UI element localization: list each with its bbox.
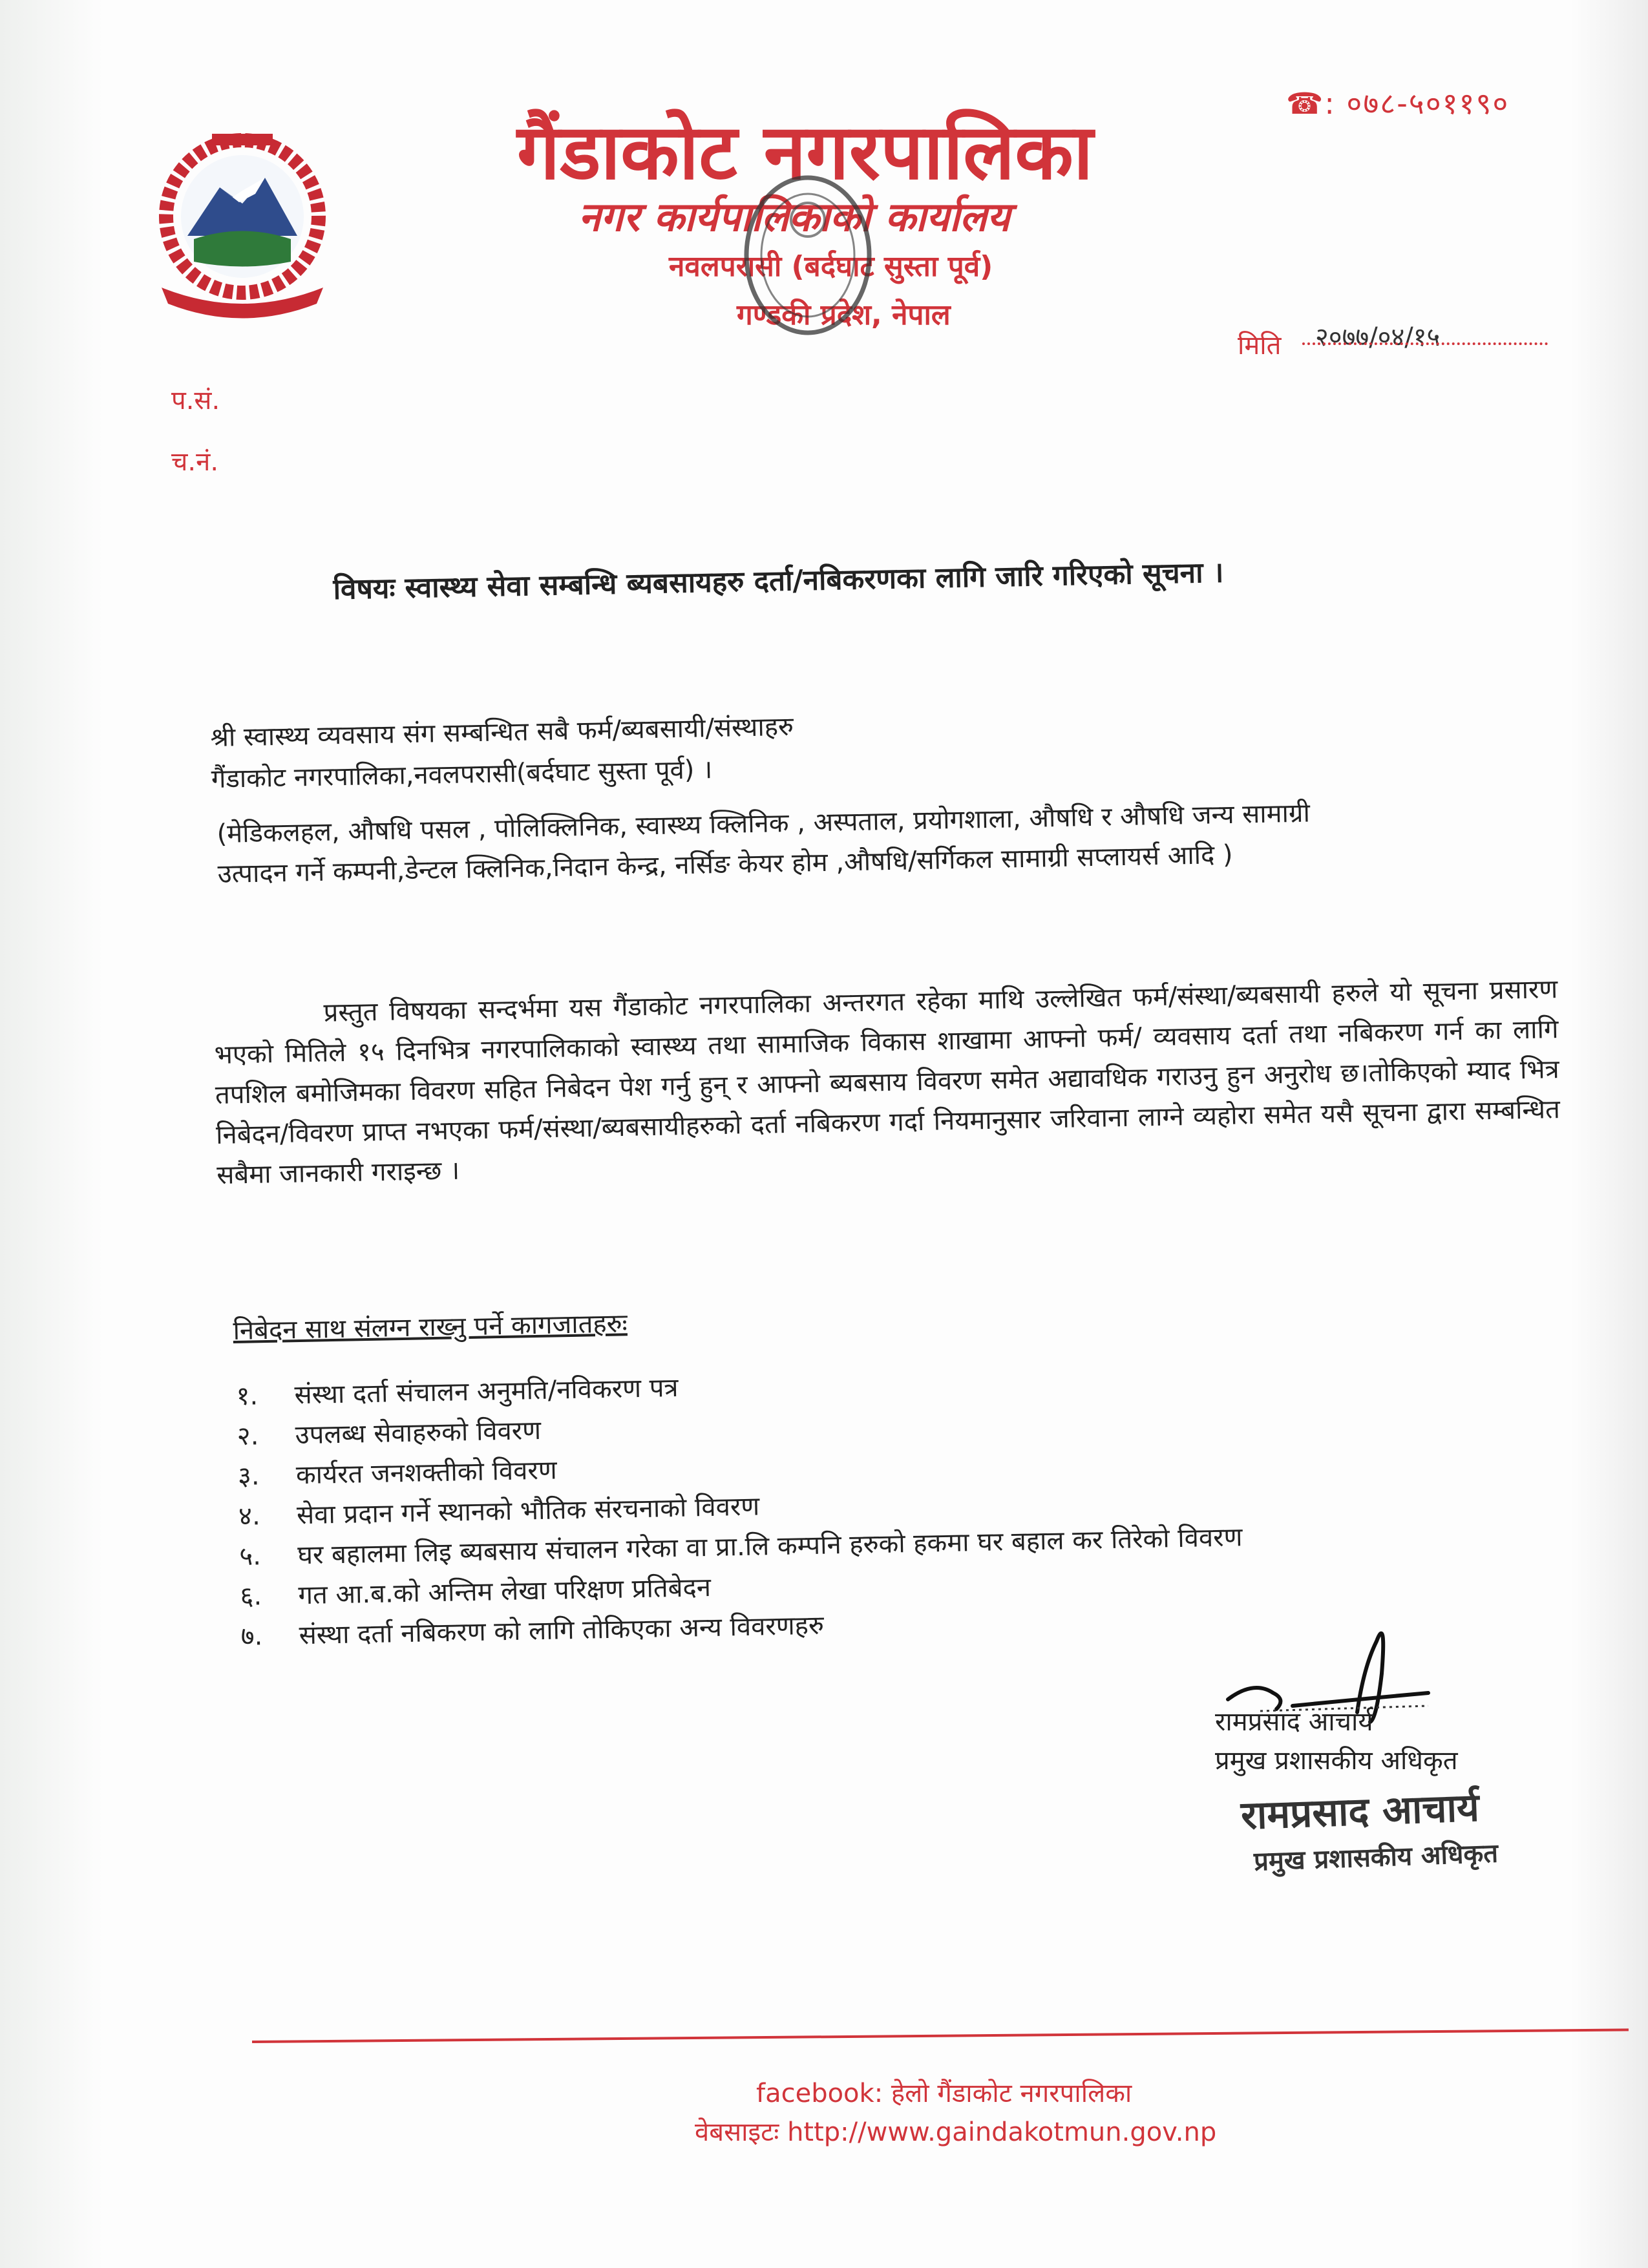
list-item-number: ३. [237,1461,260,1491]
footer-divider [252,2028,1629,2043]
documents-list [236,1357,1244,1657]
list-item-number: ५. [238,1541,262,1571]
list-item-text: गत आ.ब.को अन्तिम लेखा परिक्षण प्रतिबेदन [298,1572,712,1611]
business-scope [217,793,1311,894]
office-address: नवलपरासी (बर्दघाट सुस्ता पूर्व) [669,250,993,283]
list-item-text: सेवा प्रदान गर्ने स्थानको भौतिक संरचनाको विवरण [296,1491,760,1531]
scope-line: (मेडिकलहल, औषधि पसल , पोलिक्लिनिक, स्वास्थ्य क्लिनिक , अस्पताल, प्रयोगशाला, औषधि र औषधि जन्य सामाग्री [217,798,1311,849]
documents-heading: निबेदन साथ संलग्न राख्नु पर्ने कागजातहरुः [233,1308,628,1346]
list-item-number: ६. [240,1581,262,1612]
date-label: मिति [1238,331,1282,361]
phone-icon: ☎ [1286,86,1325,121]
phone-number: ☎: ०७८-५०११९० [1286,86,1510,121]
nepal-emblem-icon [136,126,349,326]
signatory-title: प्रमुख प्रशासकीय अधिकृत [1215,1746,1458,1776]
scope-line: उत्पादन गर्ने कम्पनी,डेन्टल क्लिनिक,निदान केन्द्र, नर्सिङ केयर होम ,औषधि/सर्गिकल सामाग्री सप्लायर्स आदि ) [217,839,1233,889]
office-name: गैंडाकोट नगरपालिका [517,107,1093,196]
list-item-number: ४. [238,1501,261,1531]
dispatch-number-label: च.नं. [171,447,219,477]
signatory-name: रामप्रसाद आचार्य [1215,1707,1373,1737]
list-item-number: २. [237,1421,259,1451]
list-item-number: १. [236,1381,259,1411]
date-dotted-line [1302,342,1548,345]
footer-website: वेबसाइटः http://www.gaindakotmun.gov.np [695,2117,1217,2147]
body-text: प्रस्तुत विषयका सन्दर्भमा यस गैंडाकोट नगरपालिका अन्तरगत रहेका माथि उल्लेखित फर्म/संस्था/ब्यबसायी हरुले यो सूचना प्रसारण भएको मितिले १५ दिनभित्र नगरपालिकाको स्वास्थ्य तथा सामाजिक विकास शाखामा आफ्नो फर्म/ व्यवसाय दर्ता तथा नबिकरण गर्न का लागि तपशिल बमोजिमका विवरण सहित निबेदन पेश गर्नु हुन् र आफ्नो ब्यबसाय विवरण समेत अद्यावधिक गराउनु हुन अनुरोध छ।तोकिएको म्याद भित्र निबेदन/विवरण प्राप्त नभएका फर्म/संस्था/ब्यबसायीहरुको दर्ता नबिकरण गर्दा नियमानुसार जरिवाना लाग्ने व्यहोरा समेत यसै सूचना द्वारा सम्बन्धित सबैमा जानकारी गराइन्छ । [214,974,1561,1190]
name-stamp: रामप्रसाद आचार्य [1240,1785,1480,1839]
body-paragraph [213,969,1561,1195]
footer-facebook: facebook: हेलो गैंडाकोट नगरपालिका [756,2079,1132,2108]
reference-number-label: प.सं. [171,386,220,415]
list-item-text: संस्था दर्ता संचालन अनुमति/नविकरण पत्र [294,1372,679,1411]
official-stamp-icon [730,158,885,378]
office-province: गण्डकी प्रदेश, नेपाल [737,299,951,331]
list-item-number: ७. [240,1621,263,1652]
list-item-text: कार्यरत जनशक्तीको विवरण [295,1455,558,1491]
list-item-text: घर बहालमा लिइ ब्यबसाय संचालन गरेका वा प्रा.लि कम्पनि हरुको हकमा घर बहाल कर तिरेको विवरण [297,1522,1243,1571]
office-subtitle: नगर कार्यपालिकाको कार्यालय [578,193,1010,240]
list-item-text: संस्था दर्ता नबिकरण को लागि तोकिएका अन्य विवरणहरु [299,1610,825,1651]
date-value: २०७७/०४/१५ [1315,322,1441,352]
addressee-line: गैंडाकोट नगरपालिका,नवलपरासी(बर्दघाट सुस्ता पूर्व) । [211,755,713,794]
addressee [210,706,795,800]
addressee-line: श्री स्वास्थ्य व्यवसाय संग सम्बन्धित सबै फर्म/ब्यबसायी/संस्थाहरु [210,711,794,753]
list-item-text: उपलब्ध सेवाहरुको विवरण [295,1415,542,1451]
title-stamp: प्रमुख प्रशासकीय अधिकृत [1253,1838,1499,1877]
letter-subject: विषयः स्वास्थ्य सेवा सम्बन्धि ब्यबसायहरु दर्ता/नबिकरणका लागि जारि गरिएको सूचना । [333,556,1224,606]
